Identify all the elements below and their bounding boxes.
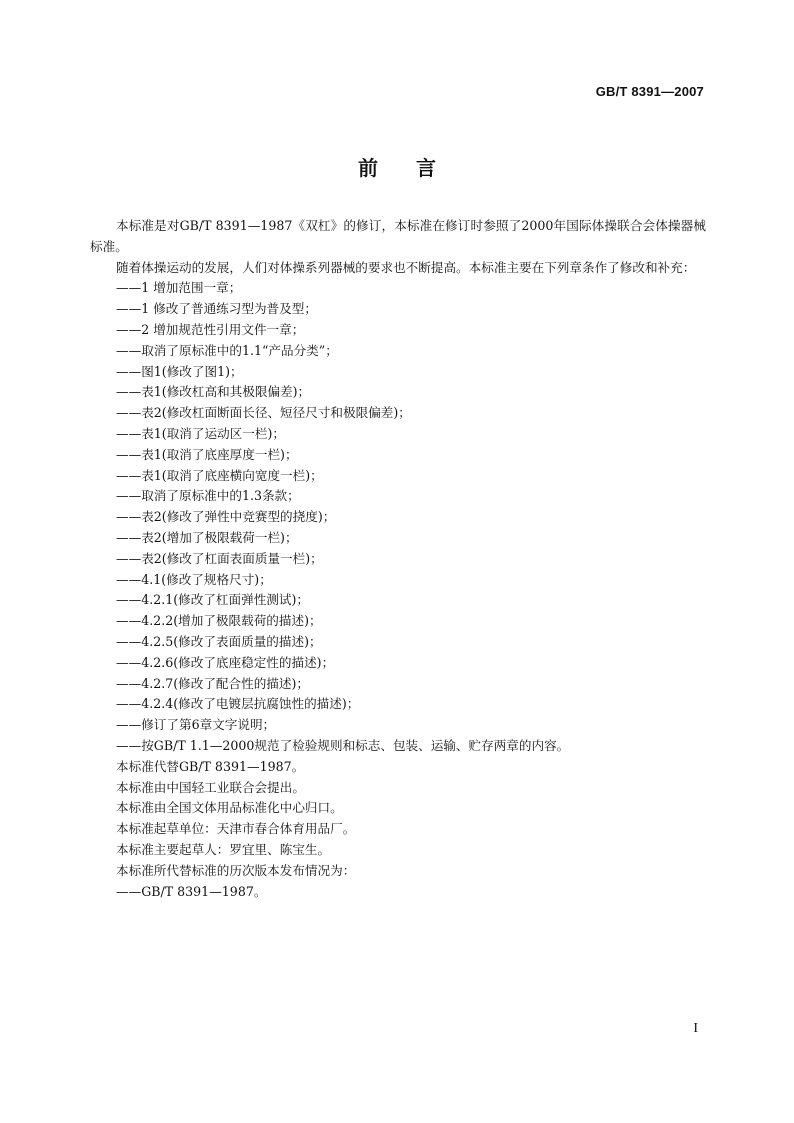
standard-number: GB/T 8391—2007 [595,84,704,99]
info-line: 本标准代替GB/T 8391—1987。 [116,758,305,774]
change-item: ——表2(修改了弹性中竞赛型的挠度)； [116,509,336,525]
change-item: ——4.2.7(修改了配合性的描述)； [116,675,309,691]
change-item: ——4.2.5(修改了表面质量的描述)； [116,633,322,649]
change-item: ——按GB/T 1.1—2000规范了检验规则和标志、包装、运输、贮存两章的内容。 [116,737,570,753]
paragraph: 随着体操运动的发展，人们对体操系列器械的要求也不断提高。本标准主要在下列章条作了修改和补充： [116,259,696,275]
paragraph: 本标准是对GB/T 8391—1987《双杠》的修订，本标准在修订时参照了2000年国际体操联合会体操器械标准。 [90,218,706,254]
info-line: 本标准所代替标准的历次版本发布情况为： [116,862,356,878]
change-item: ——图1(修改了图1)； [116,363,243,379]
change-item: ——4.2.6(修改了底座稳定性的描述)； [116,654,335,670]
change-item: ——表2(修改杠面断面长径、短径尺寸和极限偏差)； [116,405,411,421]
change-item: ——表2(修改了杠面表面质量一栏)； [116,550,323,566]
change-item: ——1 增加范围一章； [116,280,242,296]
change-item: ——1 修改了普通练习型为普及型； [116,301,317,317]
change-item: ——表1(取消了运动区一栏)； [116,425,285,441]
info-line: 本标准起草单位：天津市春合体育用品厂。 [116,821,356,837]
document-body [90,216,706,902]
info-line: 本标准主要起草人：罗宜里、陈宝生。 [116,841,331,857]
info-line: 本标准由全国文体用品标准化中心归口。 [116,800,343,816]
change-item: ——表1(取消了底座横向宽度一栏)； [116,467,323,483]
change-item: ——修订了第6章文字说明； [116,717,276,733]
change-item: ——4.2.2(增加了极限载荷的描述)； [116,613,322,629]
change-item: ——4.2.1(修改了杠面弹性测试)； [116,592,309,608]
change-item: ——取消了原标准中的1.1“产品分类”； [116,342,338,358]
change-item: ——表1(取消了底座厚度一栏)； [116,446,298,462]
change-item: ——表1(修改杠高和其极限偏差)； [116,384,311,400]
change-item: ——4.1(修改了规格尺寸)； [116,571,272,587]
change-item: ——表2(增加了极限载荷一栏)； [116,529,298,545]
page-number: I [693,1021,698,1036]
info-line: ——GB/T 8391—1987。 [116,883,267,899]
change-item: ——取消了原标准中的1.3条款； [116,488,300,504]
page-title: 前言 [358,156,474,180]
change-item: ——4.2.4(修改了电镀层抗腐蚀性的描述)； [116,696,360,712]
change-item: ——2 增加规范性引用文件一章； [116,321,305,337]
info-line: 本标准由中国轻工业联合会提出。 [116,779,305,795]
